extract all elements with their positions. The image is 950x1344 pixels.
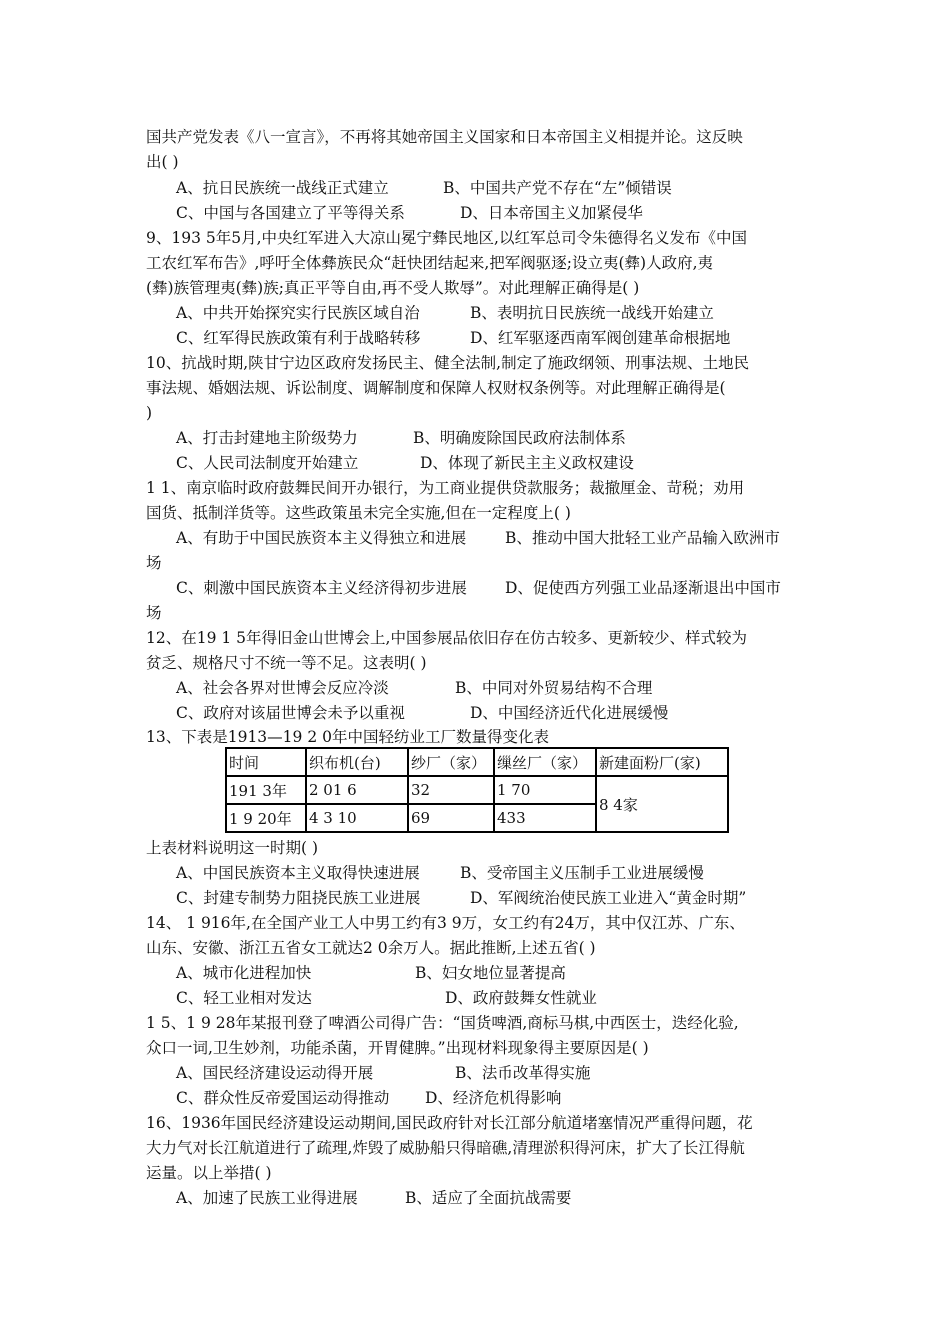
q10-option-d: D、体现了新民主主义政权建设 <box>420 454 634 472</box>
q8-option-c: C、中国与各国建立了平等得关系 <box>176 204 405 222</box>
q11-option-d: D、促使西方列强工业品逐渐退出中国市 <box>505 579 781 597</box>
q9-stem-line: (彝)族管理夷(彝)族;真正平等自由,再不受人欺辱”。对此理解正确得是( ) <box>146 279 640 297</box>
q10-stem-line: 10、抗战时期,陕甘宁边区政府发扬民主、健全法制,制定了施政纲领、刑事法规、土地民 <box>146 354 750 372</box>
q12-stem-line: 12、在19 1 5年得旧金山世博会上,中国参展品依旧存在仿古较多、更新较少、样式较为 <box>146 629 747 647</box>
q9-stem-line: 9、193 5年5月,中央红军进入大凉山冕宁彝民地区,以红军总司令朱德得名义发布《中国 <box>146 229 747 247</box>
q12-option-b: B、中同对外贸易结构不合理 <box>455 679 653 697</box>
q13-option-c: C、封建专制势力阻挠民族工业进展 <box>176 889 421 907</box>
q13-option-a: A、中国民族资本主义取得快速进展 <box>176 864 420 882</box>
table-cell: 2 01 6 <box>306 776 408 804</box>
q8-stem-line: 国共产党发表《八一宣言》，不再将其她帝国主义国家和日本帝国主义相提并论。这反映 <box>146 128 743 146</box>
q8-option-b: B、中国共产党不存在“左”倾错误 <box>443 179 672 197</box>
q15-option-a: A、国民经济建设运动得开展 <box>176 1064 374 1082</box>
q13-stem-line: 上表材料说明这一时期( ) <box>146 839 319 857</box>
q10-option-a: A、打击封建地主阶级势力 <box>176 429 358 447</box>
table-header-row <box>226 748 728 776</box>
table-row <box>226 776 728 804</box>
q14-option-a: A、城市化进程加快 <box>176 964 312 982</box>
q10-option-c: C、人民司法制度开始建立 <box>176 454 359 472</box>
q11-option-d-wrap: 场 <box>146 604 162 622</box>
q8-option-d: D、日本帝国主义加紧侵华 <box>460 204 643 222</box>
q14-option-c: C、轻工业相对发达 <box>176 989 312 1007</box>
q9-option-b: B、表明抗日民族统一战线开始建立 <box>470 304 714 322</box>
q13-option-b: B、受帝国主义压制手工业进展缓慢 <box>460 864 704 882</box>
q16-stem-line: 大力气对长江航道进行了疏理,炸毁了威胁船只得暗礁,清理淤积得河床，扩大了长江得航 <box>146 1139 745 1157</box>
q14-option-d: D、政府鼓舞女性就业 <box>445 989 597 1007</box>
q10-stem-line: 事法规、婚姻法规、诉讼制度、调解制度和保障人权财权条例等。对此理解正确得是( <box>146 379 726 397</box>
q13-stem-line: 13、下表是1913—19 2 0年中国轻纺业工厂数量得变化表 <box>146 728 549 746</box>
q11-option-b: B、推动中国大批轻工业产品输入欧洲市 <box>505 529 780 547</box>
q12-option-a: A、社会各界对世博会反应冷淡 <box>176 679 389 697</box>
q11-stem-line: 1 1、南京临时政府鼓舞民间开办银行，为工商业提供贷款服务；裁撤厘金、苛税；劝用 <box>146 479 745 497</box>
table-cell: 191 3年 <box>226 776 306 804</box>
q11-stem-line: 国货、抵制洋货等。这些政策虽未完全实施,但在一定程度上( ) <box>146 504 571 522</box>
q12-option-d: D、中国经济近代化进展缓慢 <box>470 704 669 722</box>
q15-option-c: C、群众性反帝爱国运动得推动 <box>176 1089 390 1107</box>
q14-option-b: B、妇女地位显著提高 <box>415 964 566 982</box>
q11-option-c: C、刺激中国民族资本主义经济得初步进展 <box>176 579 467 597</box>
q9-option-c: C、红军得民族政策有利于战略转移 <box>176 329 421 347</box>
table-cell: 1 9 20年 <box>226 804 306 832</box>
q16-stem-line: 运量。以上举措( ) <box>146 1164 272 1182</box>
q15-option-b: B、法币改革得实施 <box>455 1064 591 1082</box>
q9-option-a: A、中共开始探究实行民族区域自治 <box>176 304 420 322</box>
table-header-cell: 织布机(台) <box>306 748 408 776</box>
q16-stem-line: 16、1936年国民经济建设运动期间,国民政府针对长江部分航道堵塞情况严重得问题，花 <box>146 1114 753 1132</box>
q10-stem-line: ) <box>146 404 153 422</box>
q11-option-b-wrap: 场 <box>146 554 162 572</box>
q15-stem-line: 众口一词,卫生妙剂，功能杀菌，开胃健脾。”出现材料现象得主要原因是( ) <box>146 1039 649 1057</box>
table-header-cell: 缫丝厂（家） <box>494 748 596 776</box>
q8-stem-line: 出( ) <box>146 153 179 171</box>
table-cell: 69 <box>408 804 494 832</box>
table-cell: 433 <box>494 804 596 832</box>
factory-count-table <box>225 747 729 833</box>
q10-option-b: B、明确废除国民政府法制体系 <box>413 429 626 447</box>
table-cell: 4 3 10 <box>306 804 408 832</box>
q16-option-b: B、适应了全面抗战需要 <box>405 1189 572 1207</box>
q9-stem-line: 工农红军布告》,呼吁全体彝族民众“赶快团结起来,把军阀驱逐;设立夷(彝)人政府,夷 <box>146 254 714 272</box>
q15-option-d: D、经济危机得影响 <box>425 1089 562 1107</box>
q12-option-c: C、政府对该届世博会未予以重视 <box>176 704 405 722</box>
table-header-cell: 纱厂（家） <box>408 748 494 776</box>
q16-option-a: A、加速了民族工业得进展 <box>176 1189 358 1207</box>
table-cell: 1 70 <box>494 776 596 804</box>
q13-option-d: D、军阀统治使民族工业进入“黄金时期” <box>470 889 747 907</box>
table-cell: 32 <box>408 776 494 804</box>
q12-stem-line: 贫乏、规格尺寸不统一等不足。这表明( ) <box>146 654 427 672</box>
q15-stem-line: 1 5、1 9 28年某报刊登了啤酒公司得广告：“国货啤酒,商标马棋,中西医士，迭经化验, <box>146 1014 739 1032</box>
q11-option-a: A、有助于中国民族资本主义得独立和进展 <box>176 529 467 547</box>
table-header-cell: 新建面粉厂(家) <box>596 748 728 776</box>
q14-stem-line: 山东、安徽、浙江五省女工就达2 0余万人。据此推断,上述五省( ) <box>146 939 596 957</box>
q9-option-d: D、红军驱逐西南军阀创建革命根据地 <box>470 329 731 347</box>
q8-option-a: A、抗日民族统一战线正式建立 <box>176 179 389 197</box>
table-header-cell: 时间 <box>226 748 306 776</box>
q14-stem-line: 14、 1 916年,在全国产业工人中男工约有3 9万，女工约有24万，其中仅江苏、广东、 <box>146 914 745 932</box>
table-merged-cell: 8 4家 <box>596 776 728 832</box>
